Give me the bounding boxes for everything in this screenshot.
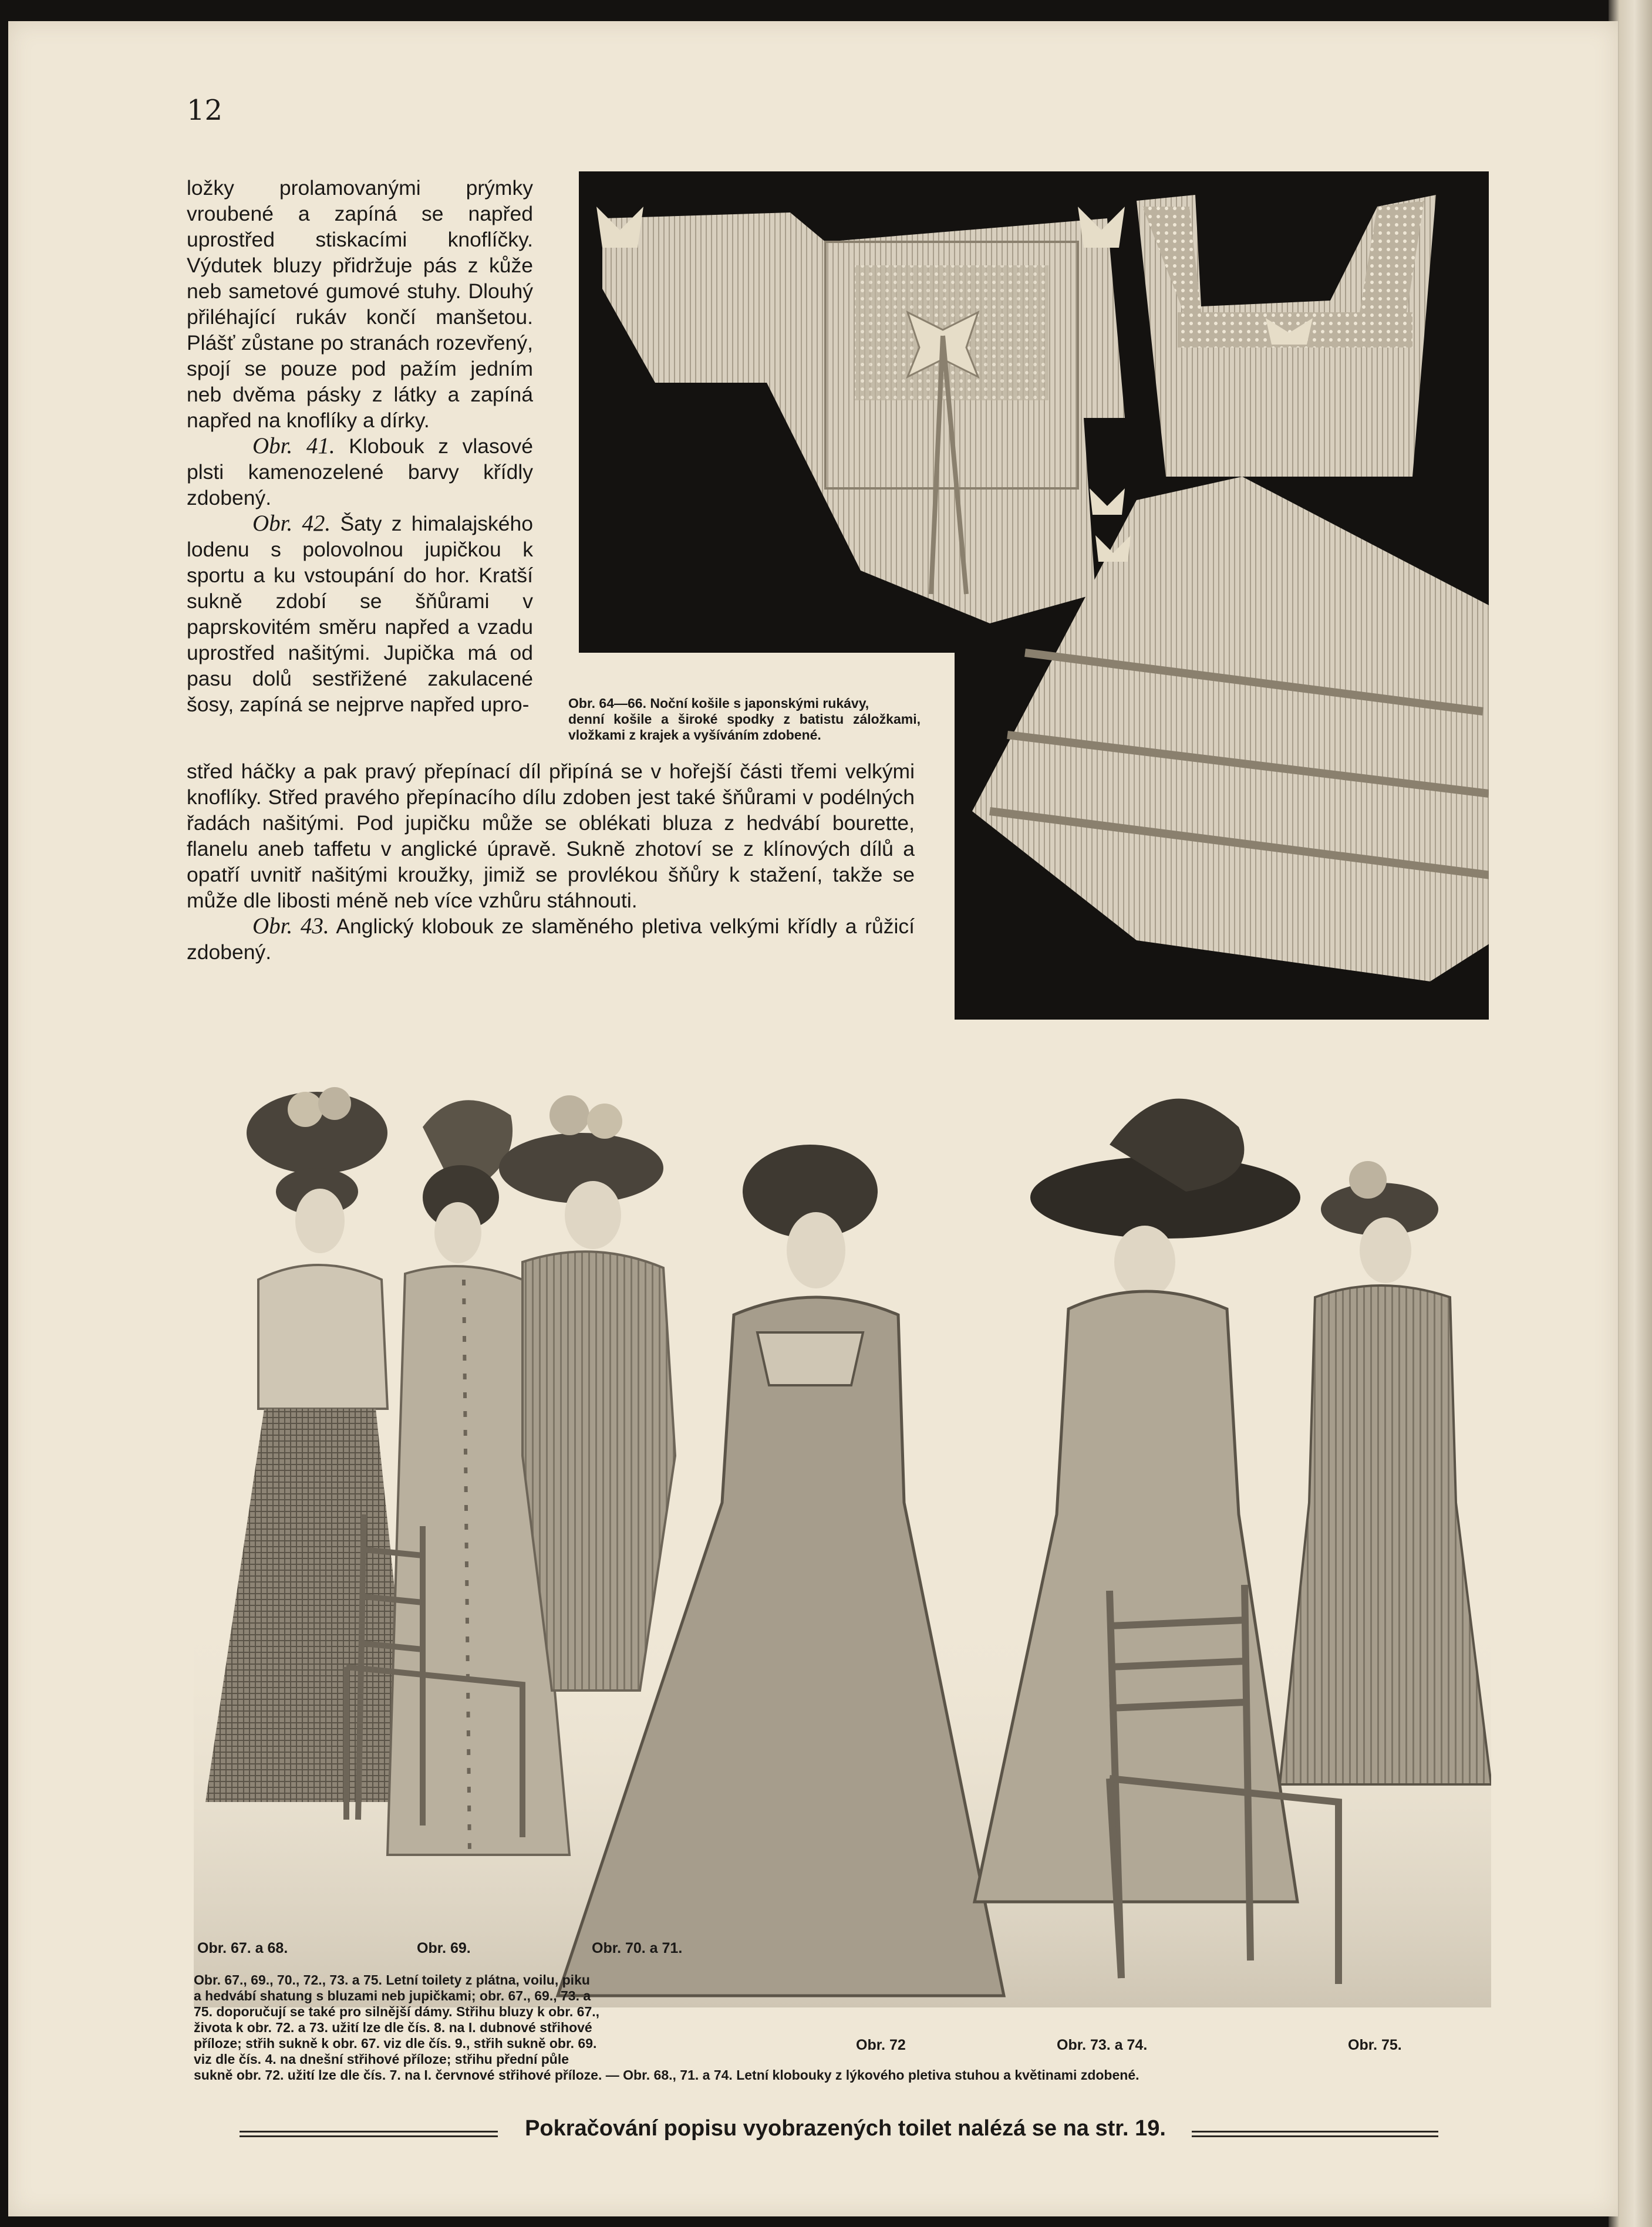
photo-caption-line2: denní košile a široké spodky z batistu záložkami, vložkami z krajek a vyšíváním zdobené. bbox=[568, 711, 921, 743]
footer-rule-right bbox=[1192, 2131, 1438, 2132]
figure-ref-41: Obr. 41. bbox=[252, 433, 335, 458]
figure-lady-right-jacket bbox=[1280, 1161, 1491, 1784]
illustration-caption bbox=[194, 1972, 746, 2067]
photo-caption bbox=[568, 696, 921, 743]
figure-label-72: Obr. 72 bbox=[856, 2037, 906, 2053]
figure-label-67-68: Obr. 67. a 68. bbox=[197, 1940, 288, 1956]
caption-line: příloze; střih sukně k obr. 67. viz dle čís. 9., střih sukně obr. 69. bbox=[194, 2036, 597, 2051]
paragraph-continuation: ložky prolamovanými prýmky vroubené a zapíná se napřed uprostřed stiskacími knoflíčky. Výdutek bluzy přidržuje pás z kůže neb sametové gumové stuhy. Dlouhý přiléhající rukáv končí manšetou. Plášť zůstane po stranách rozevřený, spojí se pouze pod pažím jedním neb dvěma pásky z látky a zapíná napřed na knoflíky a dírky. bbox=[187, 176, 533, 432]
figure-ref-43: Obr. 43. bbox=[252, 913, 329, 939]
lingerie-photograph bbox=[579, 171, 1489, 1020]
paragraph-obr-41-text: Klobouk z vlasové plsti kamenozelené barvy křídly zdobený. bbox=[187, 434, 533, 509]
footer-continuation-note: Pokračování popisu vyobrazených toilet nalézá se na str. 19. bbox=[525, 2116, 1166, 2141]
figure-label-75: Obr. 75. bbox=[1348, 2037, 1402, 2053]
photo-caption-line1: Obr. 64—66. Noční košile s japonskými rukávy, bbox=[568, 696, 869, 711]
figure-label-73-74: Obr. 73. a 74. bbox=[1057, 2037, 1148, 2053]
footer-rule-left bbox=[240, 2131, 498, 2132]
figure-label-70-71: Obr. 70. a 71. bbox=[592, 1940, 683, 1956]
caption-line: 75. doporučují se také pro silnější dámy. Střihu bluzy k obr. 67., bbox=[194, 2004, 600, 2019]
fashion-illustration bbox=[194, 1080, 1491, 2007]
caption-line-final: sukně obr. 72. užití lze dle čís. 7. na I. červnové střihové příloze. — Obr. 68., 71. a 74. Letní klobouky z lýkového pletiva stuhou a květinami zdobené. bbox=[194, 2067, 1139, 2083]
paragraph-obr-42-text: Šaty z himalajského lodenu s polovolnou jupičkou k sportu a ku vstoupání do hor. Kratší sukně zdobí se šňůrami v paprskovitém směru napřed a vzadu uprostřed našitými. Jupička má od pasu dolů sestřižené zakulacené šosy, zapíná se nejprve napřed upro- bbox=[187, 512, 533, 716]
figure-label-69: Obr. 69. bbox=[417, 1940, 471, 1956]
figure-lady-checked-skirt bbox=[205, 1087, 417, 1802]
figure-ref-42: Obr. 42. bbox=[252, 511, 331, 536]
left-column-text bbox=[187, 175, 533, 717]
caption-line: Obr. 67., 69., 70., 72., 73. a 75. Letní toilety z plátna, voilu, piku bbox=[194, 1972, 590, 1988]
paragraph-obr-43-text: Anglický klobouk ze slaměného pletiva velkými křídly a růžicí zdobený. bbox=[187, 915, 915, 964]
paragraph-obr-42 bbox=[187, 511, 533, 717]
page-number: 12 bbox=[187, 94, 223, 127]
paragraph-obr-41 bbox=[187, 433, 533, 511]
caption-line: viz dle čís. 4. na dnešní střihové příloze; střihu přední půle bbox=[194, 2051, 569, 2067]
caption-line: života k obr. 72. a 73. užití lze dle čís. 8. na I. dubnové střihové bbox=[194, 2020, 592, 2035]
caption-line: a hedvábí shatung s bluzami neb jupičkami; obr. 67., 69., 73. a bbox=[194, 1988, 591, 2003]
paragraph-obr-42-continued: střed háčky a pak pravý přepínací díl připíná se v hořejší části třemi velkými knoflíky. Střed pravého přepínacího dílu zdoben jest také šňůrami v podélných řadách našitými. Pod jupičku může se oblékati bluza z hedvábí bourette, flanelu aneb taffetu v anglické úpravě. Sukně zhotoví se z klínových dílů a opatří uvnitř našitými kroužky, jimiž se provlékou šňůry k stažení, takže se může dle libosti méně neb více vzhůru stáhnouti. bbox=[187, 760, 915, 912]
